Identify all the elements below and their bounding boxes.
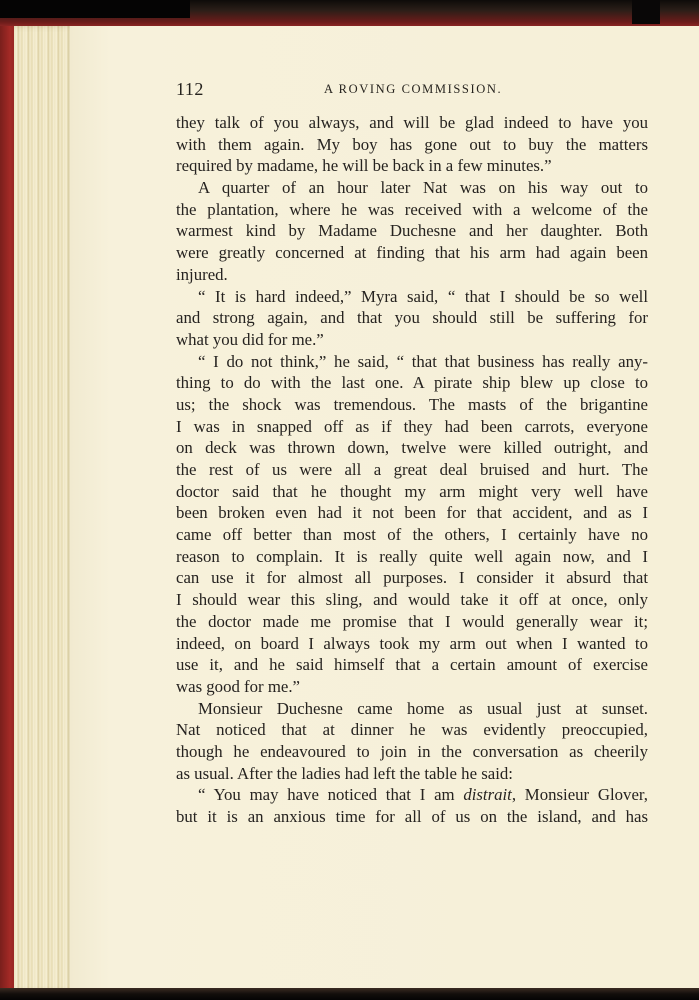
text-line: as usual. After the ladies had left the table he said: xyxy=(176,763,513,783)
text-line: use it, and he said himself that a certain amount of exercise xyxy=(176,655,648,675)
text-line: “ It is hard indeed,” Myra said, “ that I should be so well xyxy=(198,286,648,306)
text-line: A quarter of an hour later Nat was on his way out to xyxy=(198,178,648,198)
text-line: but it is an anxious time for all of us on the island, and has xyxy=(176,807,648,826)
text-line: I was in snapped off as if they had been carrots, everyone xyxy=(176,416,648,436)
text-segment: “ You may have noticed that I am xyxy=(198,785,464,805)
text-line: “ I do not think,” he said, “ that that business has really any- xyxy=(198,351,648,371)
text-line: required by madame, he will be back in a few minutes.” xyxy=(176,156,552,176)
page-header xyxy=(176,79,650,101)
book-bottom-edge xyxy=(0,988,699,1000)
text-line: on deck was thrown down, twelve were killed outright, and xyxy=(176,438,648,458)
text-line: was good for me.” xyxy=(176,676,300,696)
text-line: doctor said that he thought my arm might very well have xyxy=(176,481,648,501)
running-head: A ROVING COMMISSION. xyxy=(324,82,503,96)
text-line: with them again. My boy has gone out to buy the matters xyxy=(176,134,648,154)
text-line: were greatly concerned at finding that his arm had again been xyxy=(176,243,648,263)
text-line: and strong again, and that you should still be suffering for xyxy=(176,308,648,328)
book-top-edge xyxy=(0,0,699,26)
top-shadow-right xyxy=(632,0,660,24)
italic-word: distrait xyxy=(463,785,512,805)
page-edges xyxy=(14,26,76,992)
text-line: reason to complain. It is really quite well again now, and I xyxy=(176,546,648,566)
text-line: though he endeavoured to join in the conversation as cheerily xyxy=(176,741,648,761)
text-line: the plantation, where he was received with a welcome of the xyxy=(176,199,648,219)
text-line: the doctor made me promise that I would generally wear it; xyxy=(176,611,648,631)
text-line: warmest kind by Madame Duchesne and her daughter. Both xyxy=(176,221,648,241)
text-line: indeed, on board I always took my arm out when I wanted to xyxy=(176,633,648,653)
page-number: 112 xyxy=(176,79,204,99)
top-shadow-left xyxy=(0,0,190,18)
text-line: thing to do with the last one. A pirate ship blew up close to xyxy=(176,373,648,393)
text-line: I should wear this sling, and would take it off at once, only xyxy=(176,590,648,610)
text-line: came off better than most of the others, I certainly have no xyxy=(176,525,648,545)
text-line: injured. xyxy=(176,264,228,284)
body-text xyxy=(176,112,648,828)
text-line: can use it for almost all purposes. I consider it absurd that xyxy=(176,568,648,588)
text-line: been broken even had it not been for that accident, and as I xyxy=(176,503,648,523)
text-line: us; the shock was tremendous. The masts of the brigantine xyxy=(176,394,648,414)
text-line xyxy=(176,784,648,806)
text-line: Nat noticed that at dinner he was evidently preoccupied, xyxy=(176,720,648,740)
text-line: Monsieur Duchesne came home as usual just at sunset. xyxy=(198,698,648,718)
text-line: the rest of us were all a great deal bruised and hurt. The xyxy=(176,460,648,479)
text-line: what you did for me.” xyxy=(176,329,324,349)
text-line: they talk of you always, and will be glad indeed to have you xyxy=(176,113,648,132)
text-segment: , Monsieur Glover, xyxy=(511,785,649,805)
